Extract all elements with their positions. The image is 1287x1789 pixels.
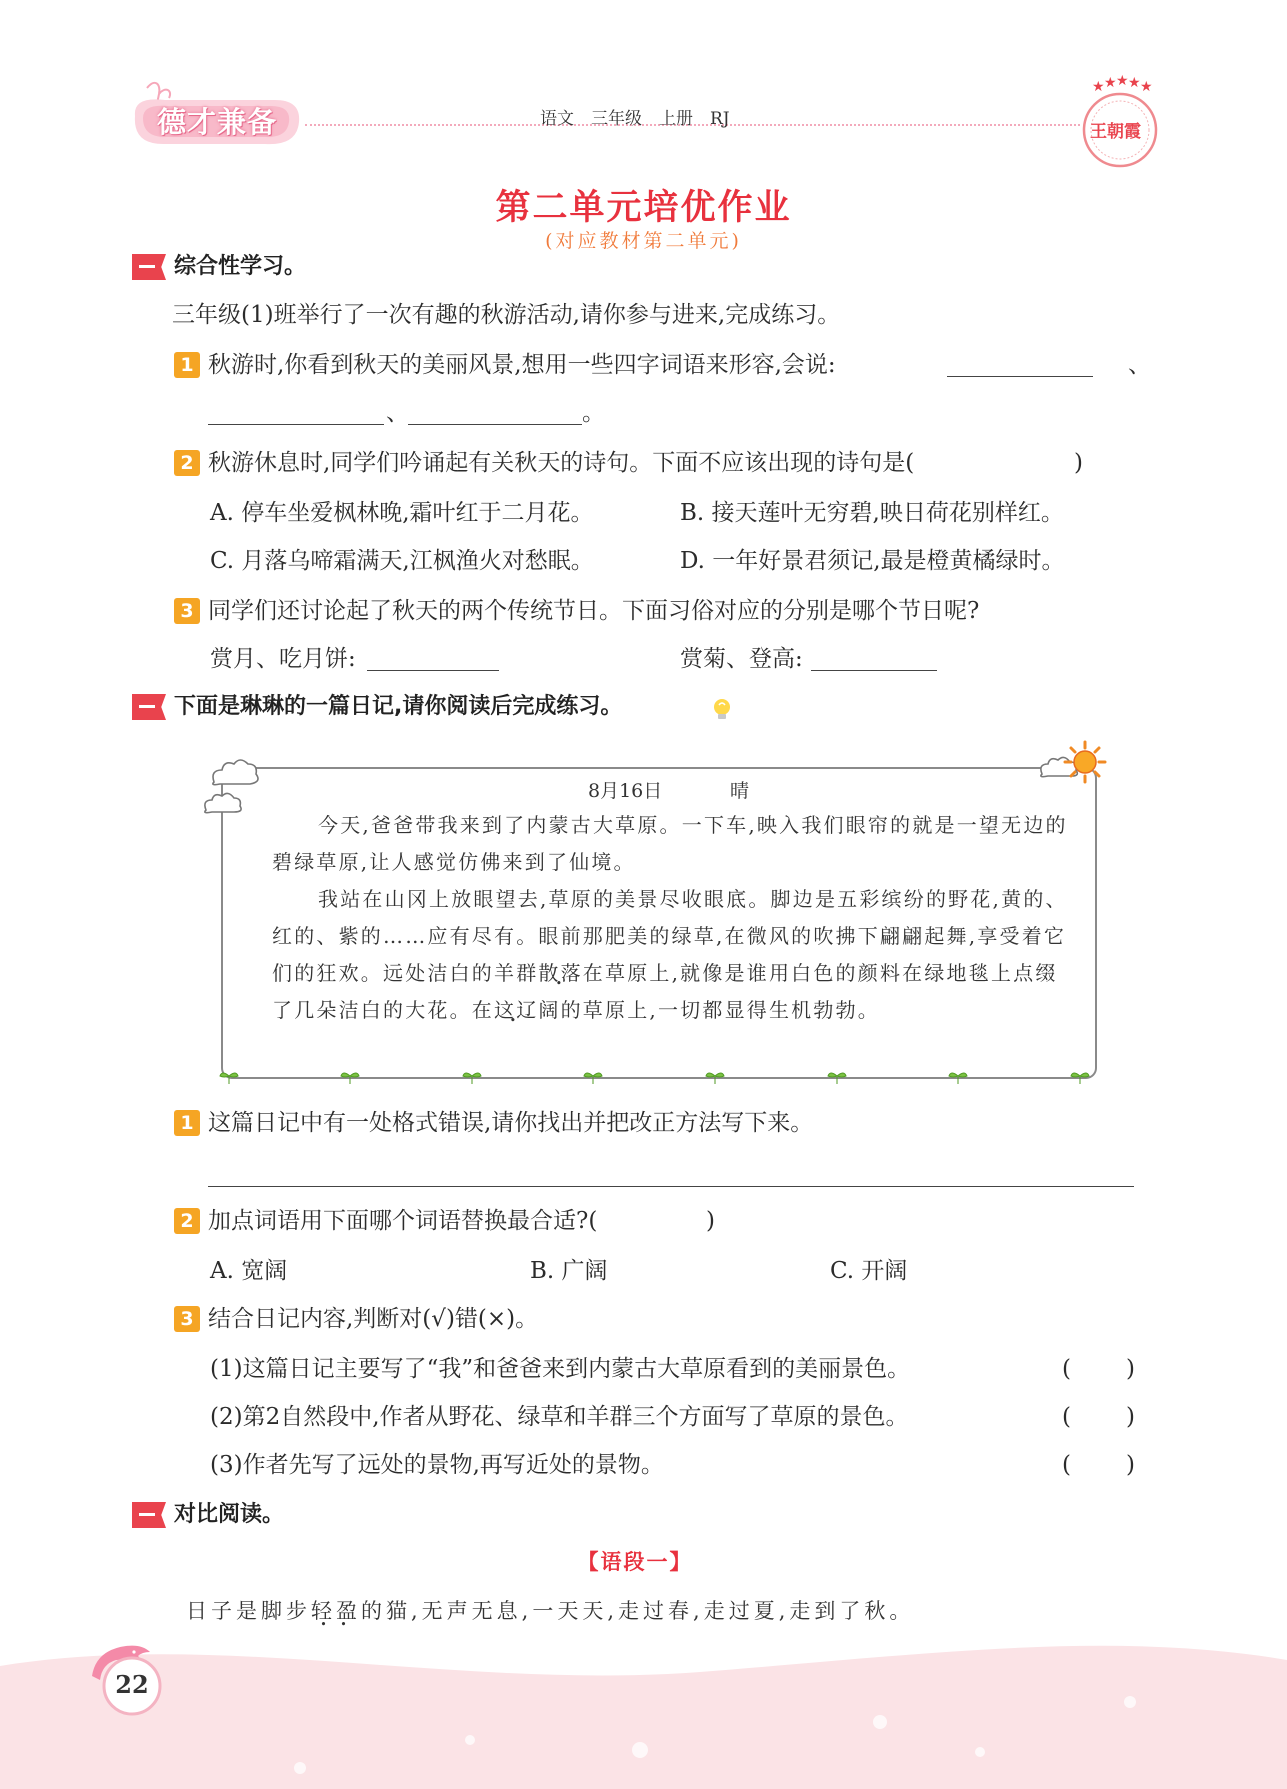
option-c[interactable]: C. 开阔 [830, 1258, 908, 1284]
section-title-3: 对比阅读。 [174, 1502, 285, 1527]
judge-paren-close[interactable]: ) [1126, 1404, 1135, 1430]
question-text: 结合日记内容,判断对(√)错(×)。 [208, 1306, 539, 1332]
question-number: 3 [174, 1306, 200, 1332]
svg-text:★: ★ [1104, 75, 1117, 91]
terminator: 。 [582, 400, 605, 426]
judge-item-3: (3)作者先写了远处的景物,再写近处的景物。 [210, 1452, 664, 1478]
option-b[interactable]: B. 广阔 [530, 1258, 608, 1284]
judge-paren-open[interactable]: ( [1062, 1356, 1071, 1382]
section-badge-1 [132, 254, 166, 280]
diary-date: 8月16日 [588, 780, 663, 802]
answer-paren-close[interactable]: ) [706, 1208, 715, 1234]
separator: 、 [1128, 352, 1151, 378]
question-number: 3 [174, 598, 200, 624]
question-number: 1 [174, 352, 200, 378]
judge-paren-close[interactable]: ) [1126, 1452, 1135, 1478]
passage-title: 【语段一】 [577, 1550, 693, 1574]
dotted-word: 轻盈 • • [311, 1599, 361, 1623]
stamp-name: 王朝霞 [1090, 122, 1141, 142]
lightbulb-icon [710, 696, 734, 724]
question-1-3 [174, 596, 979, 626]
judge-paren-open[interactable]: ( [1062, 1404, 1071, 1430]
page-subtitle: (对应教材第二单元) [545, 230, 742, 252]
passage-text: 日子是脚步轻盈 • •的猫,无声无息,一天天,走过春,走过夏,走到了秋。 [186, 1596, 914, 1626]
option-c[interactable]: C. 月落乌啼霜满天,江枫渔火对愁眠。 [210, 548, 594, 574]
footer-wave [0, 1630, 1287, 1789]
diary-paragraph-2: 我站在山冈上放眼望去,草原的美景尽收眼底。脚边是五彩缤纷的野花,黄的、红的、紫的……应有尽有。眼前那肥美的绿草,在微风的吹拂下翩翩起舞,享受着它们的狂欢。远处洁白的羊群散落在草原上,就像是谁用白色的颜料在绿地毯上点缀了几朵洁白的大花。在这辽阔 • •的草原上,一切都显得生机勃勃。 [272, 881, 1072, 1029]
option-a[interactable]: A. 宽阔 [210, 1258, 288, 1284]
question-text: 加点词语用下面哪个词语替换最合适?( [208, 1208, 598, 1234]
festival-label-right: 赏菊、登高: [680, 646, 803, 672]
separator: 、 [386, 400, 409, 426]
sprout-border [210, 1062, 1100, 1088]
option-b[interactable]: B. 接天莲叶无穷碧,映日荷花别样红。 [680, 500, 1064, 526]
section-badge-3 [132, 1502, 166, 1528]
answer-line[interactable] [208, 1186, 1134, 1187]
judge-paren-close[interactable]: ) [1126, 1356, 1135, 1382]
page-number: 22 [115, 1670, 149, 1699]
question-number: 2 [174, 1208, 200, 1234]
question-1-2 [174, 448, 914, 478]
diary-weather: 晴 [730, 780, 750, 802]
question-1-1 [174, 350, 836, 380]
answer-blank[interactable] [947, 352, 1093, 377]
judge-item-1: (1)这篇日记主要写了“我”和爸爸来到内蒙古大草原看到的美丽景色。 [210, 1356, 911, 1382]
answer-paren-close[interactable]: ) [1074, 450, 1083, 476]
question-2-3 [174, 1304, 538, 1334]
question-text: 秋游时,你看到秋天的美丽风景,想用一些四字词语来形容,会说: [208, 352, 836, 378]
svg-text:★: ★ [1116, 74, 1129, 89]
festival-label-left: 赏月、吃月饼: [210, 646, 356, 672]
question-text: 秋游休息时,同学们吟诵起有关秋天的诗句。下面不应该出现的诗句是( [208, 450, 915, 476]
sun-icon [1063, 740, 1107, 784]
brand-text: 德才兼备 [157, 105, 278, 139]
judge-item-2: (2)第2自然段中,作者从野花、绿草和羊群三个方面写了草原的景色。 [210, 1404, 909, 1430]
option-a[interactable]: A. 停车坐爱枫林晚,霜叶红于二月花。 [210, 500, 594, 526]
question-2-2 [174, 1206, 597, 1236]
page-title: 第二单元培优作业 [495, 188, 792, 228]
answer-blank[interactable] [367, 646, 499, 671]
page-header [0, 0, 1287, 160]
option-d[interactable]: D. 一年好景君须记,最是橙黄橘绿时。 [680, 548, 1065, 574]
answer-blank[interactable] [208, 400, 384, 425]
question-number: 1 [174, 1110, 200, 1136]
question-number: 2 [174, 450, 200, 476]
diary-paragraph-1: 今天,爸爸带我来到了内蒙古大草原。一下车,映入我们眼帘的就是一望无边的碧绿草原,让人感觉仿佛来到了仙境。 [272, 813, 1068, 874]
question-2-1 [174, 1108, 813, 1138]
svg-text:★: ★ [1140, 79, 1153, 95]
section-title-2: 下面是琳琳的一篇日记,请你阅读后完成练习。 [174, 694, 623, 719]
svg-text:★: ★ [1128, 75, 1141, 91]
subject-line: 语文 三年级 上册 RJ [540, 109, 730, 129]
judge-paren-open[interactable]: ( [1062, 1452, 1071, 1478]
section1-intro: 三年级(1)班举行了一次有趣的秋游活动,请你参与进来,完成练习。 [172, 302, 841, 328]
section-badge-2 [132, 694, 166, 720]
question-text: 这篇日记中有一处格式错误,请你找出并把改正方法写下来。 [208, 1110, 814, 1136]
answer-blank[interactable] [811, 646, 937, 671]
dotted-word: 辽阔 • • [516, 998, 560, 1022]
question-text: 同学们还讨论起了秋天的两个传统节日。下面习俗对应的分别是哪个节日呢? [208, 598, 980, 624]
section-title-1: 综合性学习。 [174, 254, 307, 279]
answer-blank[interactable] [408, 400, 582, 425]
svg-text:★: ★ [1092, 79, 1105, 95]
